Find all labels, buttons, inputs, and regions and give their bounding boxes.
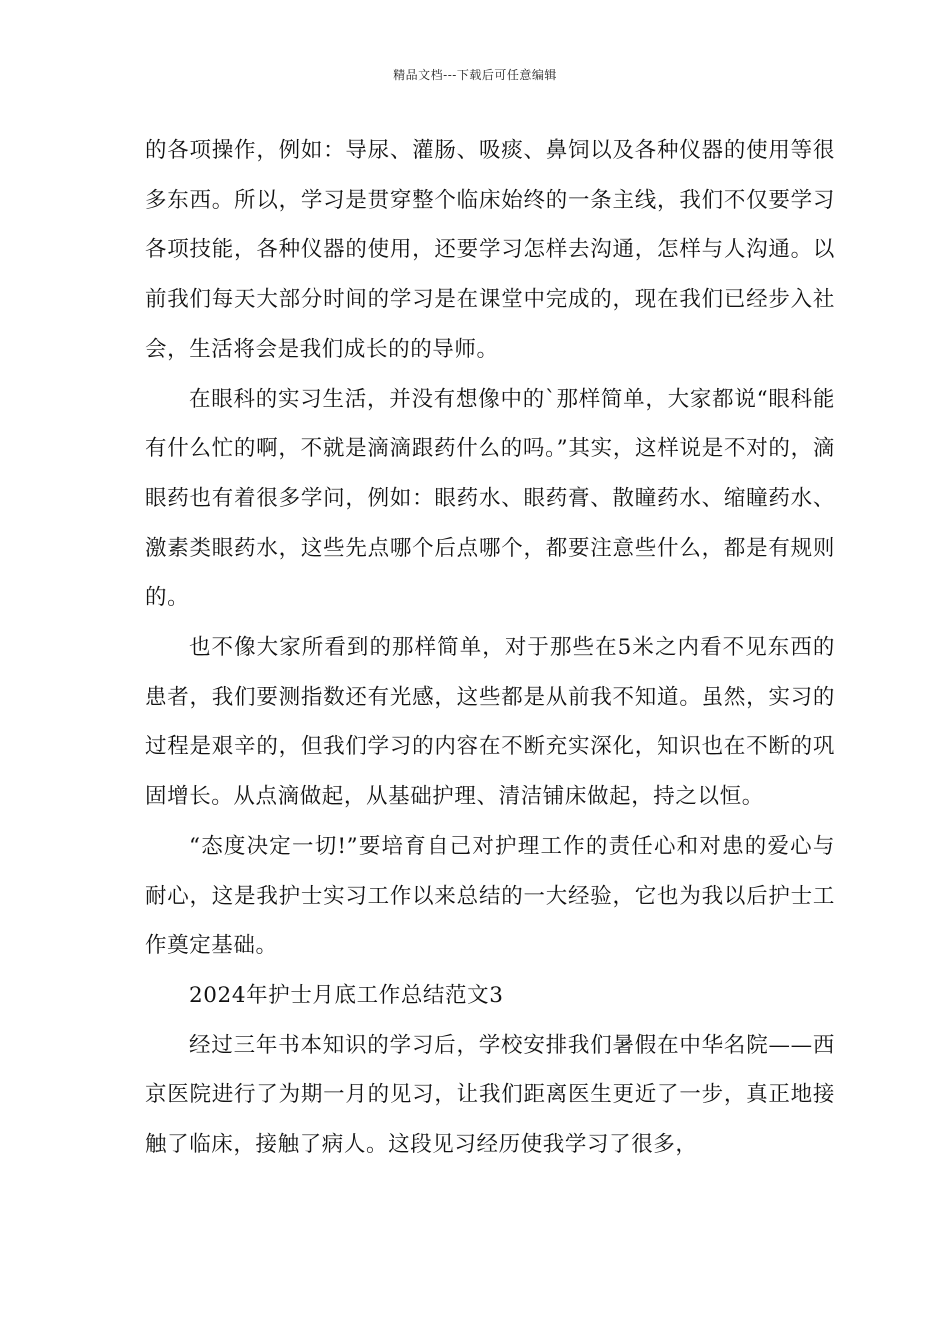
- section-heading: 2024年护士月底工作总结范文3: [189, 982, 504, 1008]
- paragraph-continuation: 的各项操作，例如：导尿、灌肠、吸痰、鼻饲以及各种仪器的使用等很多东西。所以，学习是贯穿整个临床始终的一条主线，我们不仅要学习各项技能，各种仪器的使用，还要学习怎样去沟通，怎样与人沟通。以前我们每天大部分时间的学习是在课堂中完成的，现在我们已经步入社会，生活将会是我们成长的的导师。: [145, 138, 835, 362]
- paragraph-internship: 经过三年书本知识的学习后，学校安排我们暑假在中华名院——西京医院进行了为期一月的见习，让我们距离医生更近了一步，真正地接触了临床，接触了病人。这段见习经历使我学习了很多，: [145, 1032, 835, 1158]
- paragraph-ophthalmology: 在眼科的实习生活，并没有想像中的`那样简单，大家都说“眼科能有什么忙的啊，不就是滴滴跟药什么的吗。”其实，这样说是不对的，滴眼药也有着很多学问，例如：眼药水、眼药膏、散瞳药水、缩瞳药水、激素类眼药水，这些先点哪个后点哪个，都要注意些什么，都是有规则的。: [145, 386, 835, 611]
- paragraph-attitude: “态度决定一切!”要培育自己对护理工作的责任心和对患的爱心与耐心，这是我护士实习工作以来总结的一大经验，它也为我以后护士工作奠定基础。: [145, 833, 835, 959]
- page-header: 精品文档---下载后可任意编辑: [393, 68, 557, 82]
- document-body: [145, 126, 835, 1170]
- paragraph-patients: 也不像大家所看到的那样简单，对于那些在5米之内看不见东西的患者，我们要测指数还有光感，这些都是从前我不知道。虽然，实习的过程是艰辛的，但我们学习的内容在不断充实深化，知识也在不断的巩固增长。从点滴做起，从基础护理、清洁铺床做起，持之以恒。: [145, 635, 835, 810]
